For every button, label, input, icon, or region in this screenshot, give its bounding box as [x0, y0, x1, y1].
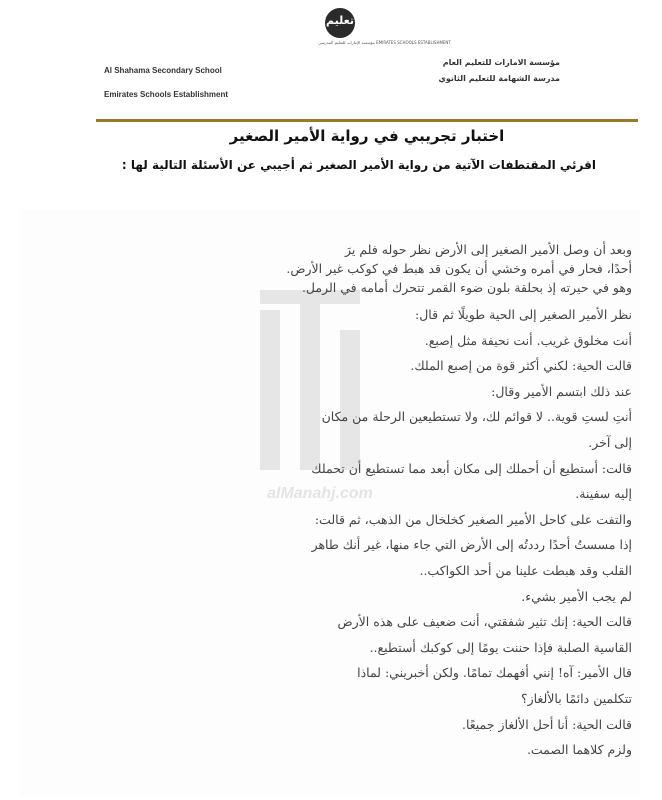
dialogue-line: إلى آخر.	[588, 434, 632, 450]
dialogue-line: إليه سفينة.	[575, 486, 632, 502]
dialogue-line: قال الأمير: آه! إنني أفهمك تمامًا. ولكن أخبريني: لماذا	[357, 665, 632, 681]
dialogue-line: لم يجب الأمير بشيء.	[521, 588, 632, 604]
dialogue-line: القاسية الصلبة فإذا حننت يومًا إلى كوكبك أستطيع..	[369, 639, 632, 655]
page-header	[0, 0, 662, 120]
dialogue-line: القلب وقد هبطت علينا من أحد الكواكب..	[419, 562, 632, 578]
dialogue-line: والتفت على كاحل الأمير الصغير كخلخال من الذهب، ثم قالت:	[314, 511, 632, 527]
passage-dialogue	[92, 302, 632, 763]
dialogue-line: قالت: أستطيع أن أحملك إلى مكان أبعد مما تستطيع أن تحملك	[311, 460, 632, 476]
school-name-ar: مدرسة الشهامة للتعليم الثانوي	[438, 74, 560, 83]
school-name-en: Al Shahama Secondary School	[104, 66, 222, 75]
establishment-name-en: Emirates Schools Establishment	[104, 90, 229, 99]
dialogue-line: قالت الحية: أنا أحل الألغاز جميعًا.	[461, 716, 632, 732]
dialogue-line: أنتِ لستِ قوية.. لا قوائم لك، ولا تستطيعين الرحلة من مكان	[321, 409, 632, 425]
logo-mark-text: تعليم	[326, 14, 354, 27]
establishment-name-ar: مؤسسة الامارات للتعليم العام	[442, 58, 560, 67]
header-divider	[96, 119, 638, 122]
dialogue-line: قالت الحية: لكني أكثر قوة من إصبع الملك.	[410, 358, 632, 374]
dialogue-line: إذا مسستُ أحدًا رددتُه إلى الأرض التي جاء منها، غير أنك طاهر	[311, 537, 632, 553]
dialogue-line: ولزم كلاهما الصمت.	[526, 742, 632, 758]
passage-paragraph-intro	[92, 240, 632, 297]
dialogue-line: أنت مخلوق غريب. أنت نحيفة مثل إصبع.	[424, 332, 632, 348]
dialogue-line: عند ذلك ابتسم الأمير وقال:	[491, 383, 632, 399]
passage-line: أحدًا، فحار في أمره وخشي أن يكون قد هبط في كوكب غير الأرض.	[286, 261, 632, 276]
dialogue-line: تتكلمين دائمًا بالألغاز؟	[520, 690, 632, 706]
passage-line: وبعد أن وصل الأمير الصغير إلى الأرض نظر حوله فلم يرَ	[345, 242, 632, 257]
passage-line: وهو في حيرته إذ بحلقة بلون ضوء القمر تتحرك أمامه في الرمل.	[301, 280, 632, 295]
instructions-text: اقرئي المقتطفات الآتية من رواية الأمير الصغير ثم أجيبي عن الأسئلة التالية لها :	[121, 158, 596, 172]
watermark-text: alManahj.com	[267, 485, 373, 502]
establishment-logo	[318, 8, 451, 60]
page-title: اختبار تجريبي في رواية الأمير الصغير	[229, 127, 505, 145]
dialogue-line: قالت الحية: إنك تثير شفقتي، أنت ضعيف على هذه الأرض	[337, 614, 632, 630]
dialogue-line: نظر الأمير الصغير إلى الحية طويلًا ثم قال:	[415, 307, 632, 322]
logo-mark-icon	[325, 8, 355, 38]
logo-subtitle: مؤسسة الإمارات للتعليم المدرسي EMIRATES SCHOOLS ESTABLISHMENT	[318, 40, 451, 45]
